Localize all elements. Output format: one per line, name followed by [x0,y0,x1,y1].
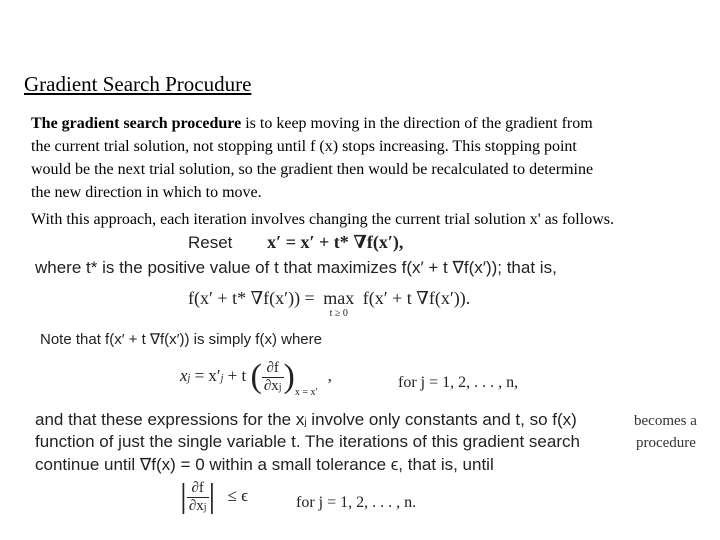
intro-paragraph [31,112,691,204]
xj-mid-sub: j [220,372,224,384]
abs-right-bar: | [208,478,216,515]
intro-line-3: would be the next trial solution, so the gradient then would be recalculated to determine [31,161,594,178]
tolerance-denominator-sub: j [203,501,207,513]
xj-mid: = x′ [190,365,221,385]
continue-line: continue until ∇f(x) = 0 within a small tolerance ϵ, that is, until [35,455,494,474]
intro-bold-lead: The gradient search procedure [31,115,242,132]
partial-numerator: ∂f [262,360,284,378]
xj-lhs-sub: j [187,372,191,384]
partial-denominator: ∂x [263,377,279,394]
and-text: and that these expressions for the x [35,410,305,429]
max-subscript: t ≥ 0 [329,308,348,319]
and-text-2: involve only constants and t, so f(x) [306,410,577,429]
partial-fraction [262,360,284,395]
reset-formula: x′ = x′ + t* ∇f(x′), [267,232,404,252]
xj-lhs: x [180,365,188,385]
intro-line-1-rest: is to keep moving in the direction of the gradient from [241,115,593,132]
note-line: Note that f(x′ + t ∇f(x′)) is simply f(x) where [40,331,322,348]
approach-line: With this approach, each iteration involves changing the current trial solution x' as follows. [31,211,614,228]
tolerance-denominator: ∂x [188,497,204,514]
tolerance-fraction [187,480,209,515]
intro-line-1 [31,112,691,135]
xj-plus-t: + t [223,365,247,385]
left-paren: ( [250,358,262,395]
intro-line-2: the current trial solution, not stopping until f (x) stops increasing. This stopping point [31,138,577,155]
where-line: where t* is the positive value of t that maximizes f(x′ + t ∇f(x′)); that is, [35,258,557,277]
and-text-sub: j [304,417,307,428]
for-j-line-2: for j = 1, 2, . . . , n. [296,494,417,511]
intro-line-4: the new direction in which to move. [31,184,262,201]
eval-subscript: x = x′ [294,386,318,398]
scanned-excerpt: Reset x′ = x′ + t* ∇f(x′), where t* is the positive value of t that maximizes f(x′ + t ∇f(x′)); that is, f(x′ + t* ∇f(x′)) = max t ≥ 0 f(x′ + t ∇f(x′)). Note that f(x′ + t ∇f(x′)) is simply f(x) where xj = x′j + t ( $\frac{\partial f}{\partial xj}$ )$_{x = x'}$, for j = 1, 2, . . . , n, and that these expressions for the xj involve only constants and t, so f(x) becomes a function of just the single variable t. The iterations of this gradient search procedure continue until ∇f(x) = 0 within a small tolerance ϵ, that is, until | $\frac{\partial f}{\partial xj}$ | ≤ ϵ for j = 1, 2, . . . , n. [35,232,697,515]
becomes-text: becomes a [634,413,697,429]
procedure-text: procedure [636,435,696,451]
abs-left-bar: | [180,478,187,515]
function-line: function of just the single variable t. The iterations of this gradient search [35,432,580,451]
tolerance-numerator: ∂f [187,480,209,498]
for-j-line: for j = 1, 2, . . . , n, [398,374,519,391]
max-formula-right: f(x′ + t ∇f(x′)). [362,288,471,308]
max-operator: max [323,288,355,308]
right-paren: ) [283,358,295,395]
page-title: Gradient Search Procudure [24,72,252,96]
max-formula-left: f(x′ + t* ∇f(x′)) = [188,288,315,308]
reset-label: Reset [188,233,233,252]
partial-denominator-sub: j [278,381,282,393]
tolerance-leq: ≤ ϵ [227,485,249,505]
